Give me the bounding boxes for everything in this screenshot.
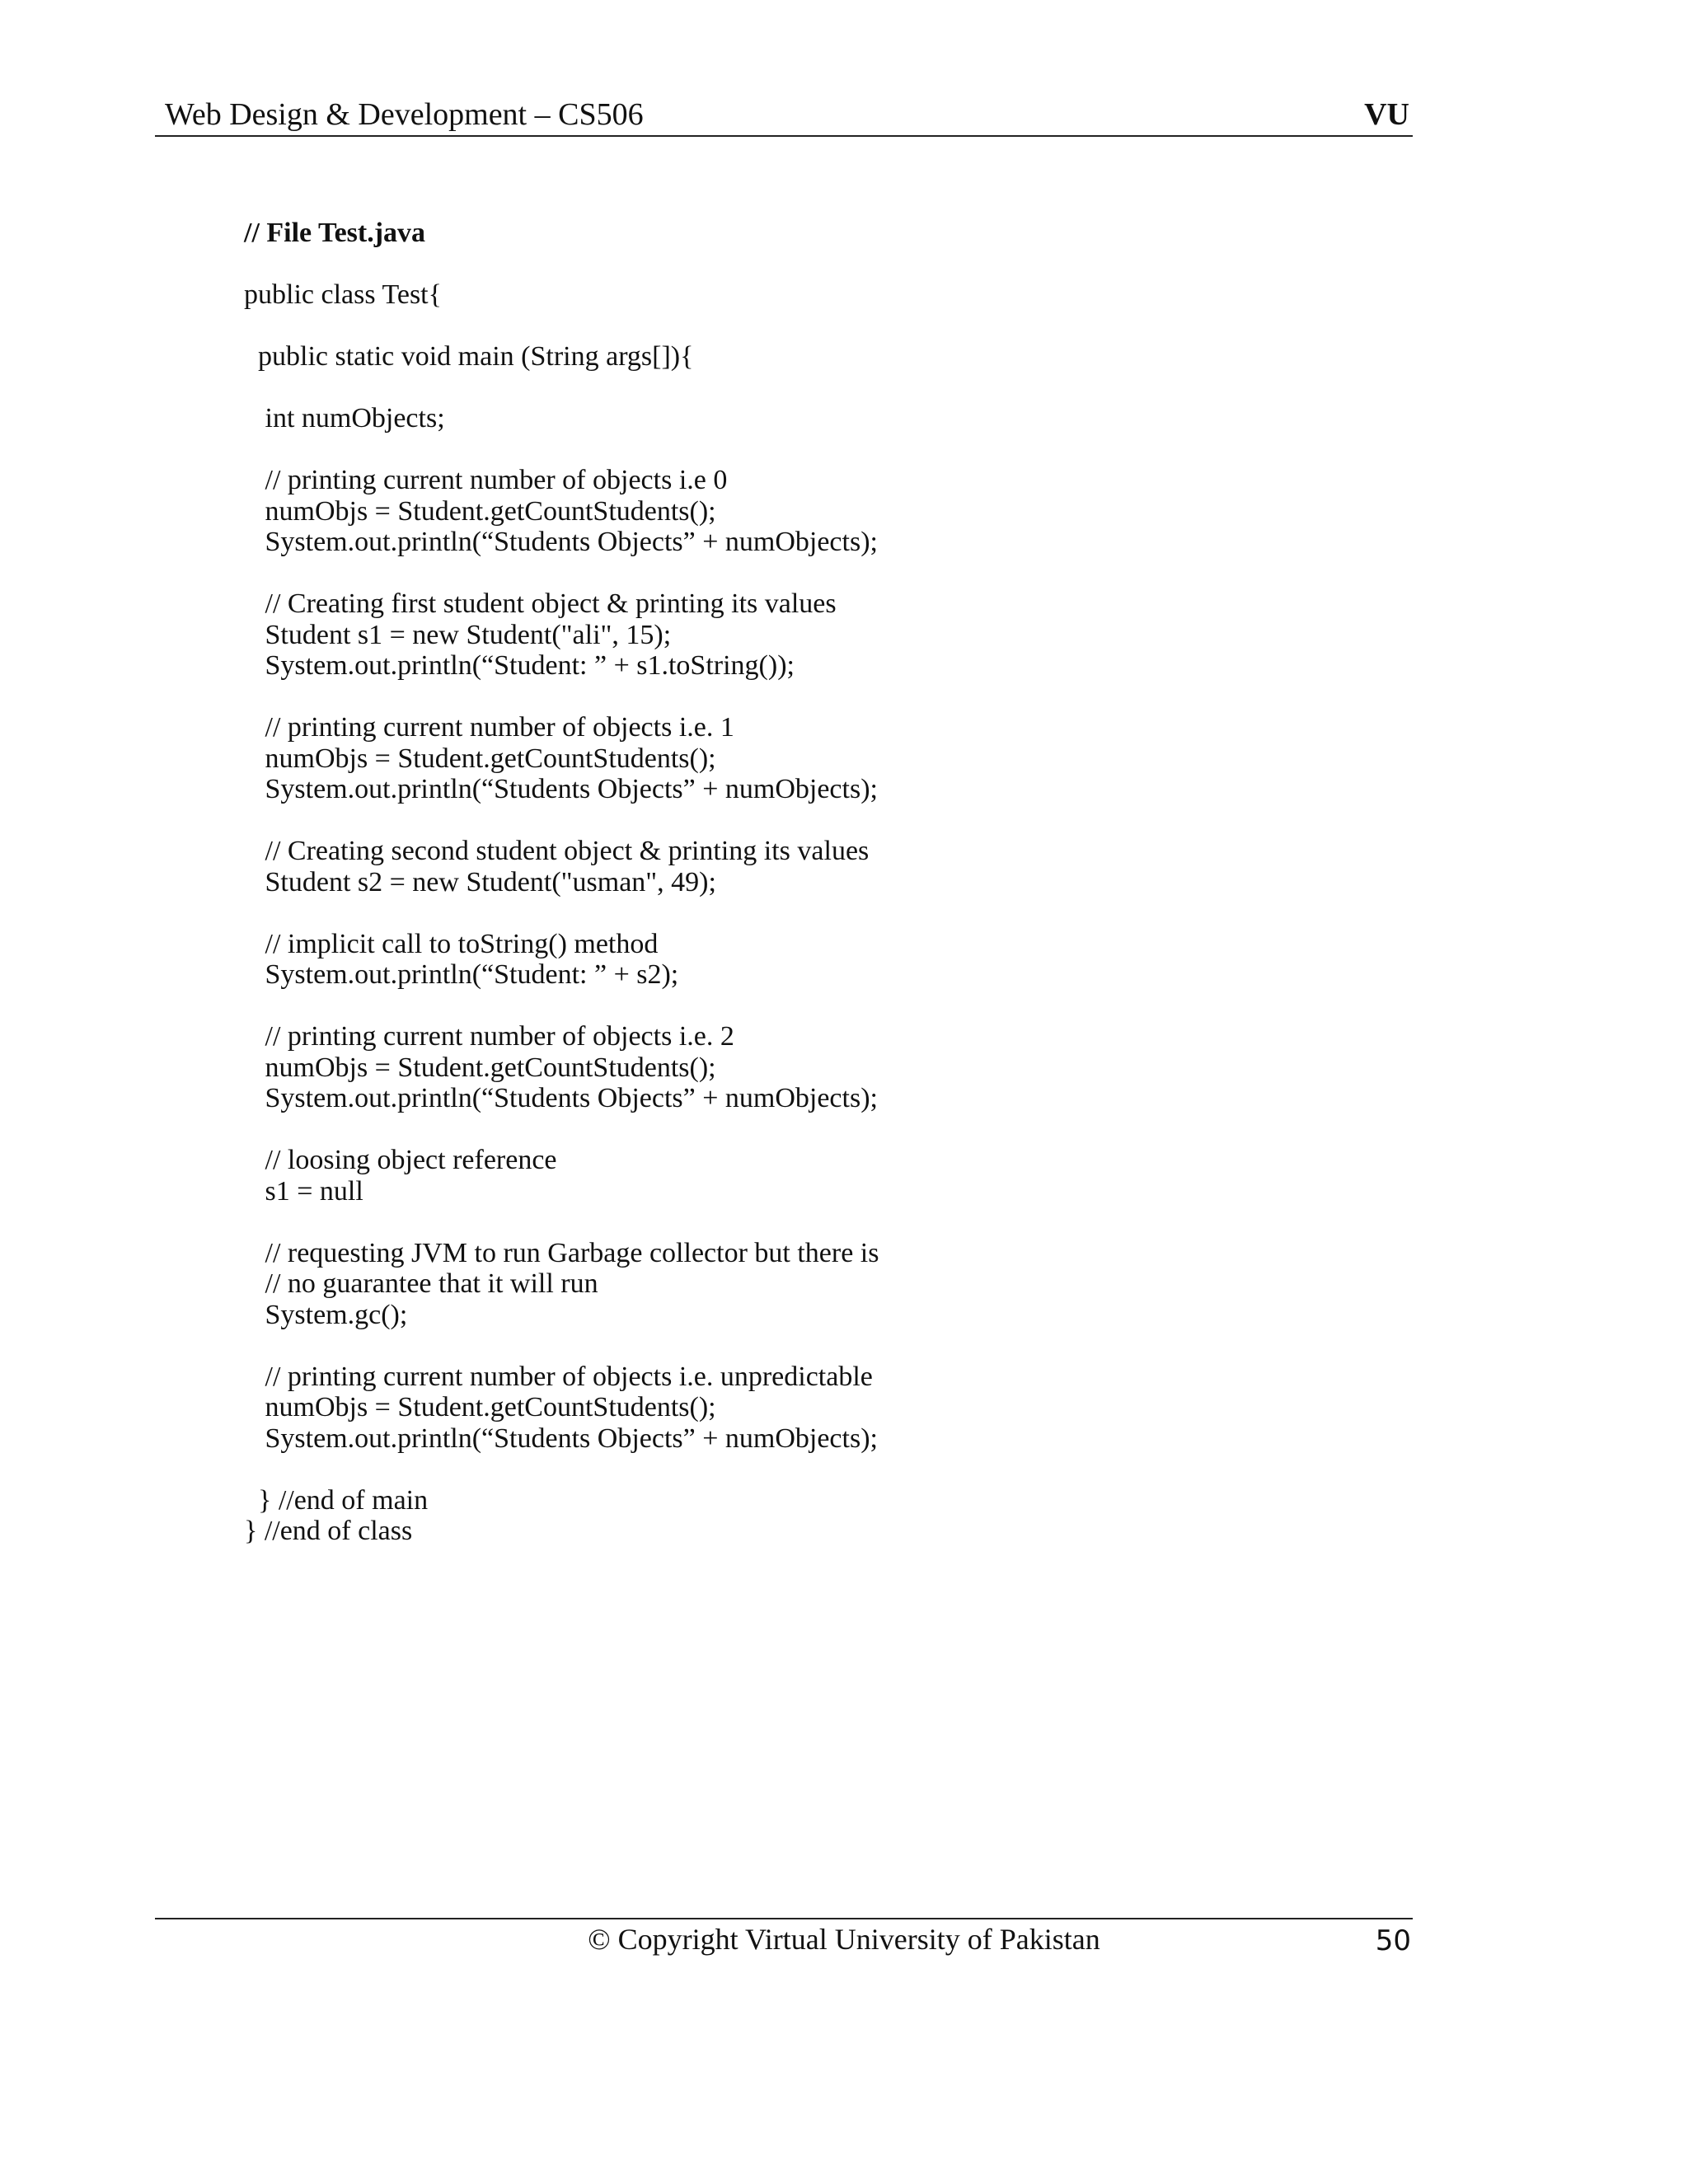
code-line: // Creating first student object & printing its values [244, 588, 837, 619]
code-line: System.out.println(“Students Objects” + numObjects); [244, 527, 878, 557]
code-line: System.out.println(“Students Objects” + numObjects); [244, 1422, 878, 1454]
code-line: Student s1 = new Student("ali", 15); [244, 619, 672, 650]
code-line: // loosing object reference [244, 1145, 557, 1175]
code-line: // requesting JVM to run Garbage collector but there is [244, 1237, 879, 1268]
code-line: public static void main (String args[]){ [244, 341, 694, 372]
code-line: int numObjects; [244, 403, 445, 434]
code-line: numObjs = Student.getCountStudents(); [244, 1052, 716, 1083]
code-line [244, 311, 1315, 342]
code-line: public class Test{ [244, 279, 442, 310]
header-title: Web Design & Development – CS506 [165, 97, 644, 132]
code-line [244, 558, 1315, 589]
code-line [244, 1114, 1315, 1146]
code-line: System.gc(); [244, 1299, 408, 1330]
code-line: // File Test.java [244, 218, 426, 248]
code-listing [244, 218, 1315, 1547]
code-line: } //end of main [244, 1484, 429, 1516]
code-line [244, 991, 1315, 1022]
page-header [155, 94, 1413, 137]
footer-copyright: © Copyright Virtual University of Pakistan [588, 1923, 1100, 1956]
code-line: System.out.println(“Students Objects” + numObjects); [244, 774, 878, 804]
code-line [244, 1330, 1315, 1361]
code-line: System.out.println(“Students Objects” + numObjects); [244, 1083, 878, 1113]
code-line: numObjs = Student.getCountStudents(); [244, 743, 716, 774]
page-number: 50 [1375, 1924, 1411, 1957]
code-line: numObjs = Student.getCountStudents(); [244, 1392, 716, 1422]
code-line [244, 373, 1315, 404]
code-line: } //end of class [244, 1516, 413, 1546]
code-line: s1 = null [244, 1175, 363, 1207]
code-line: // printing current number of objects i.e. 2 [244, 1021, 734, 1052]
code-line: // printing current number of objects i.e. unpredictable [244, 1361, 873, 1392]
code-line: // implicit call to toString() method [244, 928, 659, 959]
code-line [244, 434, 1315, 466]
code-line [244, 249, 1315, 280]
code-line: // no guarantee that it will run [244, 1268, 598, 1299]
code-line [244, 898, 1315, 929]
code-line: // printing current number of objects i.e 0 [244, 465, 728, 495]
code-line: numObjs = Student.getCountStudents(); [244, 495, 716, 527]
code-line [244, 682, 1315, 713]
code-line [244, 1454, 1315, 1485]
header-vu-mark: VU [1364, 97, 1409, 132]
footer-divider [155, 1918, 1413, 1919]
code-line: System.out.println(“Student: ” + s1.toString()); [244, 650, 795, 681]
code-line: // printing current number of objects i.e. 1 [244, 712, 734, 743]
code-line: // Creating second student object & printing its values [244, 836, 870, 866]
code-line: System.out.println(“Student: ” + s2); [244, 959, 679, 990]
code-line: Student s2 = new Student("usman", 49); [244, 866, 716, 898]
code-line [244, 805, 1315, 837]
code-line [244, 1207, 1315, 1238]
